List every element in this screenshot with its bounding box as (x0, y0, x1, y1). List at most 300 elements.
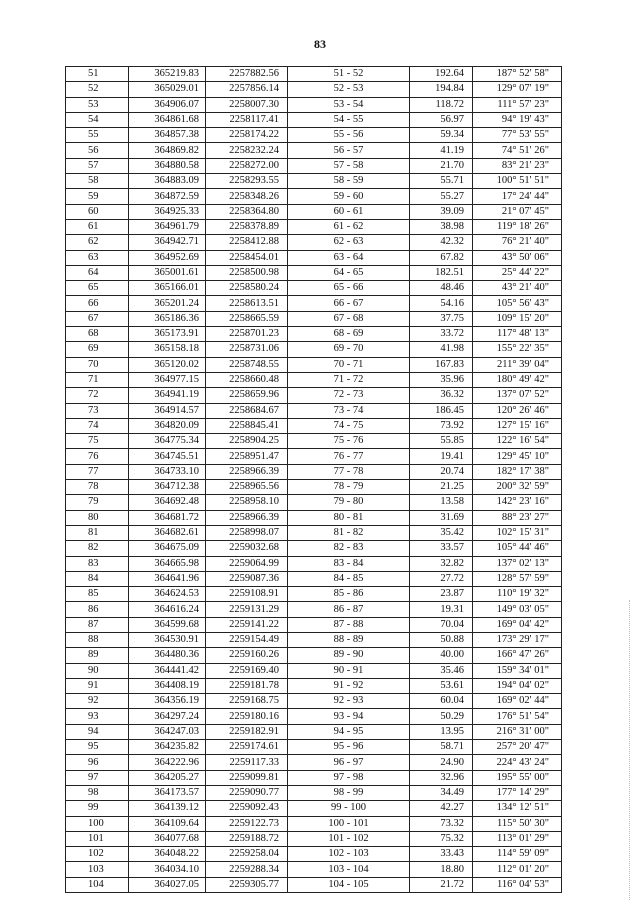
y-coordinate-cell: 2258845.41 (206, 418, 288, 433)
segment-length-cell: 13.95 (410, 724, 473, 739)
x-coordinate-cell: 364077.68 (129, 831, 206, 846)
segment-length-cell: 42.32 (410, 235, 473, 250)
table-row (66, 571, 562, 586)
x-coordinate-cell: 365120.02 (129, 357, 206, 372)
direction-angle-cell: 43° 21' 40" (473, 281, 562, 296)
segment-length-cell: 167.83 (410, 357, 473, 372)
segment-cell: 83 - 84 (288, 556, 410, 571)
segment-cell: 69 - 70 (288, 342, 410, 357)
point-number-cell: 91 (66, 678, 129, 693)
segment-cell: 76 - 77 (288, 449, 410, 464)
table-row (66, 785, 562, 800)
point-number-cell: 103 (66, 862, 129, 877)
segment-cell: 51 - 52 (288, 67, 410, 82)
x-coordinate-cell: 364869.82 (129, 143, 206, 158)
direction-angle-cell: 76° 21' 40" (473, 235, 562, 250)
table-row (66, 357, 562, 372)
segment-length-cell: 19.41 (410, 449, 473, 464)
segment-length-cell: 192.64 (410, 67, 473, 82)
table-row (66, 617, 562, 632)
segment-length-cell: 48.46 (410, 281, 473, 296)
point-number-cell: 93 (66, 709, 129, 724)
segment-cell: 57 - 58 (288, 158, 410, 173)
segment-cell: 103 - 104 (288, 862, 410, 877)
point-number-cell: 97 (66, 770, 129, 785)
table-row (66, 464, 562, 479)
y-coordinate-cell: 2258378.89 (206, 219, 288, 234)
segment-length-cell: 21.70 (410, 158, 473, 173)
segment-length-cell: 182.51 (410, 265, 473, 280)
x-coordinate-cell: 364961.79 (129, 219, 206, 234)
point-number-cell: 74 (66, 418, 129, 433)
x-coordinate-cell: 364883.09 (129, 174, 206, 189)
segment-cell: 94 - 95 (288, 724, 410, 739)
x-coordinate-cell: 364880.58 (129, 158, 206, 173)
y-coordinate-cell: 2258500.98 (206, 265, 288, 280)
table-row (66, 418, 562, 433)
point-number-cell: 67 (66, 311, 129, 326)
x-coordinate-cell: 364034.10 (129, 862, 206, 877)
point-number-cell: 96 (66, 755, 129, 770)
direction-angle-cell: 180° 49' 42" (473, 372, 562, 387)
segment-length-cell: 186.45 (410, 403, 473, 418)
segment-length-cell: 18.80 (410, 862, 473, 877)
point-number-cell: 57 (66, 158, 129, 173)
y-coordinate-cell: 2259182.91 (206, 724, 288, 739)
direction-angle-cell: 216° 31' 00" (473, 724, 562, 739)
segment-cell: 80 - 81 (288, 510, 410, 525)
y-coordinate-cell: 2259131.29 (206, 602, 288, 617)
direction-angle-cell: 129° 07' 19" (473, 82, 562, 97)
table-row (66, 388, 562, 403)
point-number-cell: 69 (66, 342, 129, 357)
direction-angle-cell: 166° 47' 26" (473, 648, 562, 663)
segment-cell: 71 - 72 (288, 372, 410, 387)
segment-length-cell: 42.27 (410, 801, 473, 816)
segment-length-cell: 39.09 (410, 204, 473, 219)
x-coordinate-cell: 364173.57 (129, 785, 206, 800)
segment-cell: 82 - 83 (288, 541, 410, 556)
table-row (66, 67, 562, 82)
x-coordinate-cell: 364247.03 (129, 724, 206, 739)
x-coordinate-cell: 365201.24 (129, 296, 206, 311)
x-coordinate-cell: 364942.71 (129, 235, 206, 250)
segment-cell: 56 - 57 (288, 143, 410, 158)
y-coordinate-cell: 2258174.22 (206, 128, 288, 143)
x-coordinate-cell: 364906.07 (129, 97, 206, 112)
x-coordinate-cell: 365186.36 (129, 311, 206, 326)
direction-angle-cell: 113° 01' 29" (473, 831, 562, 846)
x-coordinate-cell: 364861.68 (129, 112, 206, 127)
segment-cell: 84 - 85 (288, 571, 410, 586)
segment-length-cell: 35.42 (410, 525, 473, 540)
direction-angle-cell: 117° 48' 13" (473, 327, 562, 342)
point-number-cell: 72 (66, 388, 129, 403)
y-coordinate-cell: 2258665.59 (206, 311, 288, 326)
table-row (66, 770, 562, 785)
direction-angle-cell: 211° 39' 04" (473, 357, 562, 372)
segment-length-cell: 32.96 (410, 770, 473, 785)
x-coordinate-cell: 364048.22 (129, 847, 206, 862)
x-coordinate-cell: 364624.53 (129, 587, 206, 602)
y-coordinate-cell: 2259032.68 (206, 541, 288, 556)
x-coordinate-cell: 364692.48 (129, 495, 206, 510)
segment-length-cell: 58.71 (410, 740, 473, 755)
y-coordinate-cell: 2259087.36 (206, 571, 288, 586)
table-row (66, 862, 562, 877)
y-coordinate-cell: 2259099.81 (206, 770, 288, 785)
direction-angle-cell: 176° 51' 54" (473, 709, 562, 724)
direction-angle-cell: 88° 23' 27" (473, 510, 562, 525)
table-row (66, 525, 562, 540)
table-row (66, 97, 562, 112)
segment-cell: 98 - 99 (288, 785, 410, 800)
direction-angle-cell: 177° 14' 29" (473, 785, 562, 800)
y-coordinate-cell: 2259090.77 (206, 785, 288, 800)
y-coordinate-cell: 2258958.10 (206, 495, 288, 510)
direction-angle-cell: 21° 07' 45" (473, 204, 562, 219)
table-row (66, 556, 562, 571)
segment-length-cell: 21.72 (410, 877, 473, 892)
segment-length-cell: 24.90 (410, 755, 473, 770)
direction-angle-cell: 94° 19' 43" (473, 112, 562, 127)
segment-cell: 72 - 73 (288, 388, 410, 403)
segment-cell: 92 - 93 (288, 694, 410, 709)
direction-angle-cell: 129° 45' 10" (473, 449, 562, 464)
segment-cell: 74 - 75 (288, 418, 410, 433)
table-row (66, 174, 562, 189)
coordinates-table (65, 66, 562, 893)
x-coordinate-cell: 364952.69 (129, 250, 206, 265)
table-row (66, 204, 562, 219)
table-row (66, 296, 562, 311)
page-number: 83 (314, 37, 326, 51)
direction-angle-cell: 105° 44' 46" (473, 541, 562, 556)
y-coordinate-cell: 2258951.47 (206, 449, 288, 464)
y-coordinate-cell: 2259108.91 (206, 587, 288, 602)
segment-length-cell: 40.00 (410, 648, 473, 663)
segment-length-cell: 73.32 (410, 816, 473, 831)
table-row (66, 755, 562, 770)
direction-angle-cell: 105° 56' 43" (473, 296, 562, 311)
segment-length-cell: 35.96 (410, 372, 473, 387)
point-number-cell: 65 (66, 281, 129, 296)
point-number-cell: 54 (66, 112, 129, 127)
table-row (66, 219, 562, 234)
x-coordinate-cell: 364530.91 (129, 632, 206, 647)
x-coordinate-cell: 364641.96 (129, 571, 206, 586)
table-row (66, 327, 562, 342)
table-row (66, 189, 562, 204)
table-row (66, 816, 562, 831)
point-number-cell: 85 (66, 587, 129, 602)
y-coordinate-cell: 2259288.34 (206, 862, 288, 877)
y-coordinate-cell: 2259154.49 (206, 632, 288, 647)
point-number-cell: 98 (66, 785, 129, 800)
segment-length-cell: 32.82 (410, 556, 473, 571)
x-coordinate-cell: 364682.61 (129, 525, 206, 540)
point-number-cell: 89 (66, 648, 129, 663)
point-number-cell: 75 (66, 434, 129, 449)
x-coordinate-cell: 364775.34 (129, 434, 206, 449)
x-coordinate-cell: 364872.59 (129, 189, 206, 204)
direction-angle-cell: 102° 15' 31" (473, 525, 562, 540)
segment-length-cell: 194.84 (410, 82, 473, 97)
y-coordinate-cell: 2258659.96 (206, 388, 288, 403)
direction-angle-cell: 169° 04' 42" (473, 617, 562, 632)
segment-cell: 86 - 87 (288, 602, 410, 617)
table-row (66, 678, 562, 693)
segment-length-cell: 50.88 (410, 632, 473, 647)
y-coordinate-cell: 2258613.51 (206, 296, 288, 311)
point-number-cell: 102 (66, 847, 129, 862)
direction-angle-cell: 224° 43' 24" (473, 755, 562, 770)
x-coordinate-cell: 364733.10 (129, 464, 206, 479)
direction-angle-cell: 173° 29' 17" (473, 632, 562, 647)
segment-length-cell: 41.98 (410, 342, 473, 357)
table-row (66, 112, 562, 127)
direction-angle-cell: 159° 34' 01" (473, 663, 562, 678)
x-coordinate-cell: 364665.98 (129, 556, 206, 571)
y-coordinate-cell: 2258272.00 (206, 158, 288, 173)
segment-cell: 77 - 78 (288, 464, 410, 479)
x-coordinate-cell: 365166.01 (129, 281, 206, 296)
segment-cell: 54 - 55 (288, 112, 410, 127)
direction-angle-cell: 77° 53' 55" (473, 128, 562, 143)
segment-length-cell: 37.75 (410, 311, 473, 326)
segment-cell: 79 - 80 (288, 495, 410, 510)
table-row (66, 342, 562, 357)
point-number-cell: 84 (66, 571, 129, 586)
direction-angle-cell: 187° 52' 58" (473, 67, 562, 82)
table-row (66, 587, 562, 602)
table-row (66, 602, 562, 617)
point-number-cell: 101 (66, 831, 129, 846)
direction-angle-cell: 128° 57' 59" (473, 571, 562, 586)
table-row (66, 740, 562, 755)
table-row (66, 403, 562, 418)
direction-angle-cell: 155° 22' 35" (473, 342, 562, 357)
x-coordinate-cell: 364914.57 (129, 403, 206, 418)
x-coordinate-cell: 364109.64 (129, 816, 206, 831)
x-coordinate-cell: 364297.24 (129, 709, 206, 724)
point-number-cell: 90 (66, 663, 129, 678)
direction-angle-cell: 195° 55' 00" (473, 770, 562, 785)
table-row (66, 449, 562, 464)
table-row (66, 709, 562, 724)
segment-cell: 102 - 103 (288, 847, 410, 862)
y-coordinate-cell: 2259117.33 (206, 755, 288, 770)
margin-mark (629, 600, 636, 900)
x-coordinate-cell: 364616.24 (129, 602, 206, 617)
y-coordinate-cell: 2259141.22 (206, 617, 288, 632)
point-number-cell: 62 (66, 235, 129, 250)
point-number-cell: 51 (66, 67, 129, 82)
x-coordinate-cell: 365001.61 (129, 265, 206, 280)
table-row (66, 648, 562, 663)
y-coordinate-cell: 2259174.61 (206, 740, 288, 755)
x-coordinate-cell: 364820.09 (129, 418, 206, 433)
direction-angle-cell: 17° 24' 44" (473, 189, 562, 204)
y-coordinate-cell: 2258660.48 (206, 372, 288, 387)
direction-angle-cell: 194° 04' 02" (473, 678, 562, 693)
segment-length-cell: 35.46 (410, 663, 473, 678)
y-coordinate-cell: 2258966.39 (206, 464, 288, 479)
point-number-cell: 86 (66, 602, 129, 617)
segment-length-cell: 34.49 (410, 785, 473, 800)
segment-length-cell: 55.85 (410, 434, 473, 449)
point-number-cell: 58 (66, 174, 129, 189)
table-row (66, 801, 562, 816)
table-row (66, 250, 562, 265)
table-row (66, 434, 562, 449)
point-number-cell: 77 (66, 464, 129, 479)
segment-cell: 70 - 71 (288, 357, 410, 372)
x-coordinate-cell: 364356.19 (129, 694, 206, 709)
segment-cell: 60 - 61 (288, 204, 410, 219)
y-coordinate-cell: 2257882.56 (206, 67, 288, 82)
y-coordinate-cell: 2258748.55 (206, 357, 288, 372)
direction-angle-cell: 142° 23' 16" (473, 495, 562, 510)
table-row (66, 632, 562, 647)
table-row (66, 128, 562, 143)
segment-cell: 93 - 94 (288, 709, 410, 724)
segment-cell: 100 - 101 (288, 816, 410, 831)
point-number-cell: 88 (66, 632, 129, 647)
y-coordinate-cell: 2259092.43 (206, 801, 288, 816)
y-coordinate-cell: 2259168.75 (206, 694, 288, 709)
point-number-cell: 52 (66, 82, 129, 97)
segment-length-cell: 53.61 (410, 678, 473, 693)
y-coordinate-cell: 2258684.67 (206, 403, 288, 418)
point-number-cell: 80 (66, 510, 129, 525)
point-number-cell: 60 (66, 204, 129, 219)
y-coordinate-cell: 2259122.73 (206, 816, 288, 831)
point-number-cell: 76 (66, 449, 129, 464)
segment-length-cell: 55.27 (410, 189, 473, 204)
direction-angle-cell: 200° 32' 59" (473, 480, 562, 495)
x-coordinate-cell: 364480.36 (129, 648, 206, 663)
direction-angle-cell: 74° 51' 26" (473, 143, 562, 158)
y-coordinate-cell: 2258348.26 (206, 189, 288, 204)
point-number-cell: 55 (66, 128, 129, 143)
y-coordinate-cell: 2259064.99 (206, 556, 288, 571)
segment-length-cell: 23.87 (410, 587, 473, 602)
x-coordinate-cell: 364712.38 (129, 480, 206, 495)
y-coordinate-cell: 2259305.77 (206, 877, 288, 892)
x-coordinate-cell: 364599.68 (129, 617, 206, 632)
segment-length-cell: 13.58 (410, 495, 473, 510)
segment-length-cell: 56.97 (410, 112, 473, 127)
table-row (66, 724, 562, 739)
direction-angle-cell: 119° 18' 26" (473, 219, 562, 234)
segment-cell: 55 - 56 (288, 128, 410, 143)
x-coordinate-cell: 364675.09 (129, 541, 206, 556)
y-coordinate-cell: 2258117.41 (206, 112, 288, 127)
segment-length-cell: 38.98 (410, 219, 473, 234)
x-coordinate-cell: 364857.38 (129, 128, 206, 143)
table-row (66, 541, 562, 556)
segment-length-cell: 118.72 (410, 97, 473, 112)
table-row (66, 311, 562, 326)
y-coordinate-cell: 2259180.16 (206, 709, 288, 724)
point-number-cell: 94 (66, 724, 129, 739)
segment-length-cell: 73.92 (410, 418, 473, 433)
direction-angle-cell: 127° 15' 16" (473, 418, 562, 433)
segment-length-cell: 36.32 (410, 388, 473, 403)
x-coordinate-cell: 364205.27 (129, 770, 206, 785)
direction-angle-cell: 109° 15' 20" (473, 311, 562, 326)
y-coordinate-cell: 2258454.01 (206, 250, 288, 265)
y-coordinate-cell: 2258701.23 (206, 327, 288, 342)
direction-angle-cell: 169° 02' 44" (473, 694, 562, 709)
segment-length-cell: 41.19 (410, 143, 473, 158)
table-row (66, 847, 562, 862)
y-coordinate-cell: 2258965.56 (206, 480, 288, 495)
segment-cell: 91 - 92 (288, 678, 410, 693)
table-row (66, 877, 562, 892)
segment-cell: 63 - 64 (288, 250, 410, 265)
y-coordinate-cell: 2259188.72 (206, 831, 288, 846)
segment-cell: 66 - 67 (288, 296, 410, 311)
segment-length-cell: 50.29 (410, 709, 473, 724)
table-row (66, 694, 562, 709)
point-number-cell: 81 (66, 525, 129, 540)
segment-cell: 88 - 89 (288, 632, 410, 647)
x-coordinate-cell: 364925.33 (129, 204, 206, 219)
point-number-cell: 68 (66, 327, 129, 342)
direction-angle-cell: 137° 07' 52" (473, 388, 562, 403)
point-number-cell: 87 (66, 617, 129, 632)
table-row (66, 235, 562, 250)
segment-length-cell: 33.43 (410, 847, 473, 862)
table-row (66, 480, 562, 495)
segment-cell: 58 - 59 (288, 174, 410, 189)
point-number-cell: 92 (66, 694, 129, 709)
table-row (66, 372, 562, 387)
direction-angle-cell: 137° 02' 13" (473, 556, 562, 571)
segment-length-cell: 54.16 (410, 296, 473, 311)
x-coordinate-cell: 364027.05 (129, 877, 206, 892)
segment-length-cell: 33.57 (410, 541, 473, 556)
segment-length-cell: 20.74 (410, 464, 473, 479)
segment-length-cell: 59.34 (410, 128, 473, 143)
segment-cell: 89 - 90 (288, 648, 410, 663)
x-coordinate-cell: 364941.19 (129, 388, 206, 403)
x-coordinate-cell: 365219.83 (129, 67, 206, 82)
segment-cell: 62 - 63 (288, 235, 410, 250)
point-number-cell: 70 (66, 357, 129, 372)
direction-angle-cell: 83° 21' 23" (473, 158, 562, 173)
segment-cell: 96 - 97 (288, 755, 410, 770)
direction-angle-cell: 25° 44' 22" (473, 265, 562, 280)
segment-cell: 64 - 65 (288, 265, 410, 280)
y-coordinate-cell: 2259160.26 (206, 648, 288, 663)
x-coordinate-cell: 364441.42 (129, 663, 206, 678)
segment-cell: 99 - 100 (288, 801, 410, 816)
table-row (66, 510, 562, 525)
x-coordinate-cell: 364977.15 (129, 372, 206, 387)
direction-angle-cell: 110° 19' 32" (473, 587, 562, 602)
x-coordinate-cell: 364235.82 (129, 740, 206, 755)
direction-angle-cell: 111° 57' 23" (473, 97, 562, 112)
segment-length-cell: 31.69 (410, 510, 473, 525)
segment-cell: 65 - 66 (288, 281, 410, 296)
point-number-cell: 99 (66, 801, 129, 816)
x-coordinate-cell: 365173.91 (129, 327, 206, 342)
y-coordinate-cell: 2258904.25 (206, 434, 288, 449)
x-coordinate-cell: 364745.51 (129, 449, 206, 464)
